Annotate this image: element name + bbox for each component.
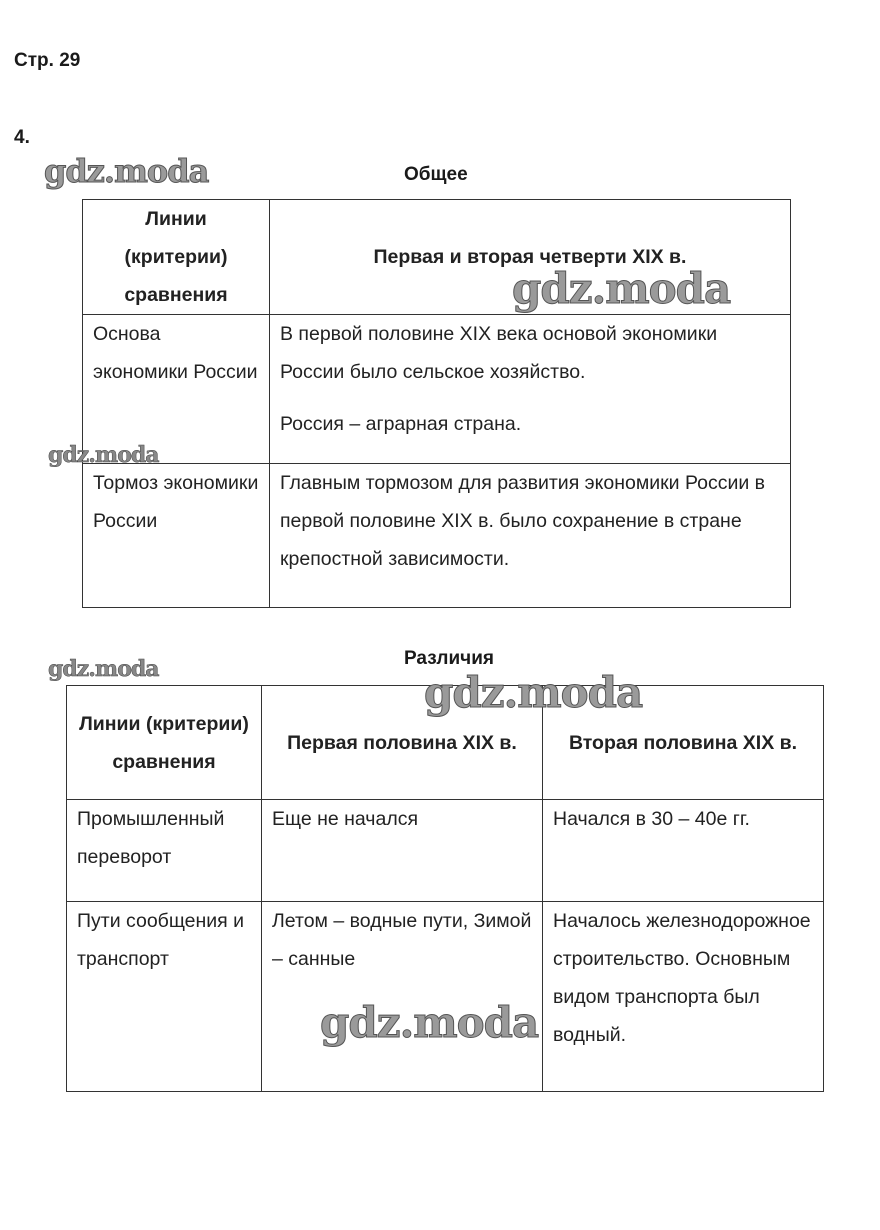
- criterion-cell: Тормоз экономики России: [83, 464, 270, 608]
- header-criteria: Линии (критерии) сравнения: [67, 686, 262, 800]
- second-half-cell: Началось железнодорожное строительство. Основным видом транспорта был водный.: [543, 902, 824, 1092]
- criterion-cell: Пути сообщения и транспорт: [67, 902, 262, 1092]
- watermark-logo: gdz.moda: [424, 668, 643, 717]
- header-first-half: Первая половина XIX в.: [262, 686, 543, 800]
- common-title: Общее: [404, 164, 468, 185]
- text-cell: Главным тормозом для развития экономики России в первой половине XIX в. было сохранение в стране крепостной зависимости.: [270, 464, 791, 608]
- table-row: [83, 315, 791, 464]
- text-line: Россия – аграрная страна.: [280, 413, 522, 435]
- task-number: 4.: [14, 127, 30, 148]
- header-period: Первая и вторая четверти XIX в.: [270, 200, 791, 315]
- table-row: [67, 902, 824, 1092]
- criterion-cell: Основа экономики России: [83, 315, 270, 464]
- text-line: В первой половине XIX века основой экономики России было сельское хозяйство.: [280, 323, 718, 383]
- criterion-cell: Промышленный переворот: [67, 800, 262, 902]
- table-row: [67, 800, 824, 902]
- first-half-cell: Еще не начался: [262, 800, 543, 902]
- differences-title: Различия: [404, 648, 494, 669]
- header-second-half: Вторая половина XIX в.: [543, 686, 824, 800]
- watermark-logo: gdz.moda: [48, 656, 159, 682]
- page-label: Стр. 29: [14, 50, 81, 71]
- first-half-cell: Летом – водные пути, Зимой – санные: [262, 902, 543, 1092]
- text-cell: [270, 315, 791, 464]
- watermark-logo: gdz.moda: [320, 998, 539, 1047]
- watermark-logo: gdz.moda: [48, 442, 159, 468]
- second-half-cell: Начался в 30 – 40е гг.: [543, 800, 824, 902]
- watermark-logo: gdz.moda: [44, 152, 209, 190]
- table-row: [83, 464, 791, 608]
- common-table: [82, 199, 791, 608]
- header-criteria: Линии (критерии) сравнения: [83, 200, 270, 315]
- watermark-logo: gdz.moda: [512, 264, 731, 313]
